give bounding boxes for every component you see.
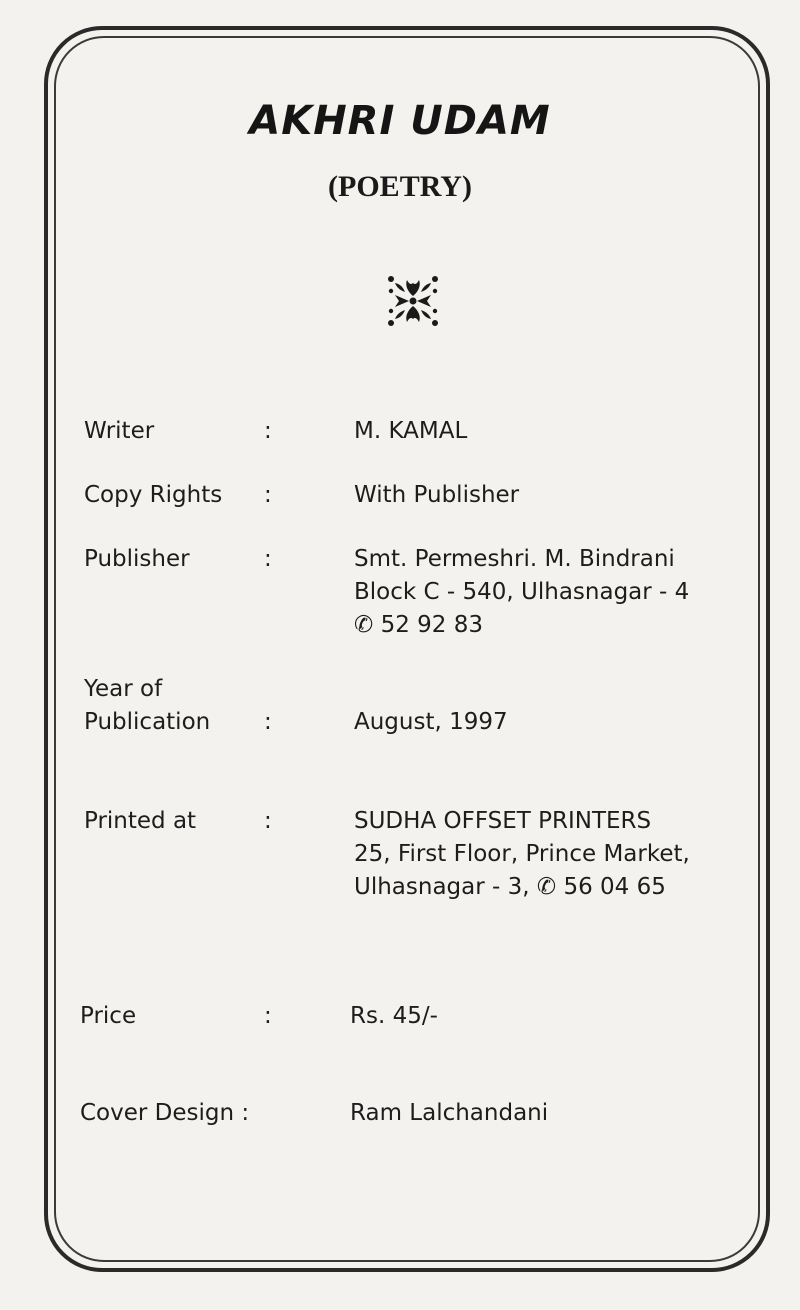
copyrights-label: Copy Rights (84, 482, 223, 508)
year-value: August, 1997 (354, 709, 508, 735)
year-label-line2: Publication (84, 709, 211, 735)
cover-value: Ram Lalchandani (350, 1100, 549, 1126)
writer-value: M. KAMAL (354, 418, 468, 444)
year-label-line1: Year of (84, 676, 163, 702)
publisher-name: Smt. Permeshri. M. Bindrani (354, 546, 675, 572)
price-colon: : (264, 1003, 272, 1029)
copyrights-value: With Publisher (354, 482, 520, 508)
printer-address: 25, First Floor, Prince Market, (354, 841, 690, 867)
printed-label: Printed at (84, 808, 197, 834)
book-title: AKHRI UDAM (249, 98, 551, 144)
writer-colon: : (264, 418, 272, 444)
printed-colon: : (264, 808, 272, 834)
year-colon: : (264, 709, 272, 735)
publisher-colon: : (264, 546, 272, 572)
price-value: Rs. 45/- (350, 1003, 438, 1029)
printer-city-phone: Ulhasnagar - 3, ✆ 56 04 65 (354, 874, 666, 900)
floral-ornament-icon (383, 271, 443, 331)
page-border-inner (54, 36, 760, 1262)
writer-label: Writer (84, 418, 155, 444)
copyrights-colon: : (264, 482, 272, 508)
publisher-label: Publisher (84, 546, 190, 572)
printer-name: SUDHA OFFSET PRINTERS (354, 808, 652, 834)
publisher-value (354, 543, 754, 642)
publisher-address: Block C - 540, Ulhasnagar - 4 (354, 579, 690, 605)
publisher-phone: ✆ 52 92 83 (354, 612, 484, 638)
book-subtitle: (POETRY) (328, 170, 472, 203)
year-label (84, 673, 264, 739)
cover-label: Cover Design : (80, 1100, 250, 1126)
printed-value (354, 805, 754, 904)
price-label: Price (80, 1003, 137, 1029)
